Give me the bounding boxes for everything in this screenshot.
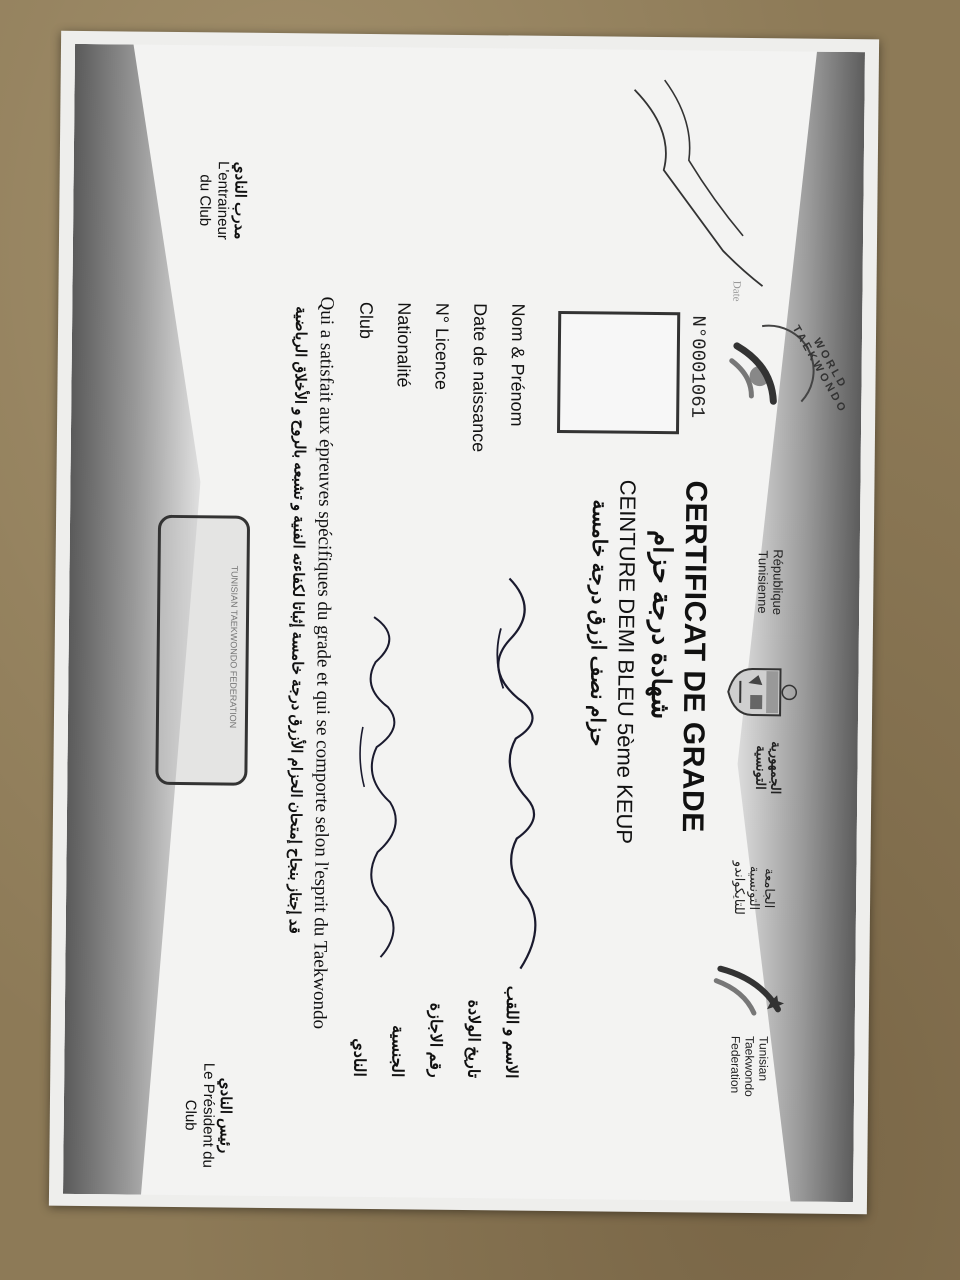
field-label-birthdate-ar: تاريخ الولادة [464,999,483,1078]
handwritten-club-signature [350,606,414,967]
field-label-name-ar: الاسم و اللقب [502,985,521,1079]
federation-name-ar: الجامعة التونسية للتايكواندو [732,860,778,915]
stamp-text: TUNISIAN TAEKWONDO FEDERATION [227,565,240,728]
serial-number: N°0001061 [686,314,710,418]
title-ar: شهادة درجة حزام [646,529,678,719]
date-label: Date [730,280,743,302]
field-label-nationality-ar: الجنسية [388,1024,406,1077]
field-label-nationality-fr: Nationalité [393,301,415,388]
coach-handwritten-signature [602,69,784,301]
coach-label: مدرب النادي L'entraineur du Club [196,160,249,240]
statement-fr: Qui a satisfait aux épreuves spécifiques du grade et qui se comporte selon l'esprit du Taekwondo [308,295,338,1029]
republic-name-ar: الجمهورية التونسية [753,740,784,794]
certificate [63,43,865,1201]
certificate-sheet [49,31,879,1215]
field-label-license-fr: N° Licence [431,302,453,390]
tunisia-coat-of-arms-icon [726,660,799,723]
field-label-name-fr: Nom & Prénom [507,302,529,427]
statement-ar: قد إجتاز بنجاح إمتحان الحزام الأزرق درجة خامسة إثباتا لكفاءته الفنية و تشبعه بالروح و الأخلاق الرياضية [285,305,310,934]
tunisian-taekwondo-federation-logo [710,958,791,1019]
field-label-club-ar: النادي [350,1037,368,1077]
field-label-birthdate-fr: Date de naissance [468,302,491,452]
title-fr: CERTIFICAT DE GRADE [675,479,713,833]
photo-box [557,310,680,433]
handwritten-name-signature [485,568,559,989]
grade-fr: CEINTURE DEMI BLEU 5ème KEUP [611,479,641,844]
president-label: رئيس النادي Le Président du Club [182,1062,235,1168]
world-taekwondo-label: WORLD TAEKWONDO [789,322,850,416]
field-label-license-ar: رقم الاجازة [426,1002,445,1078]
grade-ar: حزام نصف ازرق درجة خامسة [585,498,611,746]
republic-name-fr: République Tunisienne [755,548,786,615]
field-labels-fr [346,301,538,452]
federation-name-en: Tunisian Taekwondo Federation [728,1035,771,1097]
field-label-club-fr: Club [355,301,377,339]
